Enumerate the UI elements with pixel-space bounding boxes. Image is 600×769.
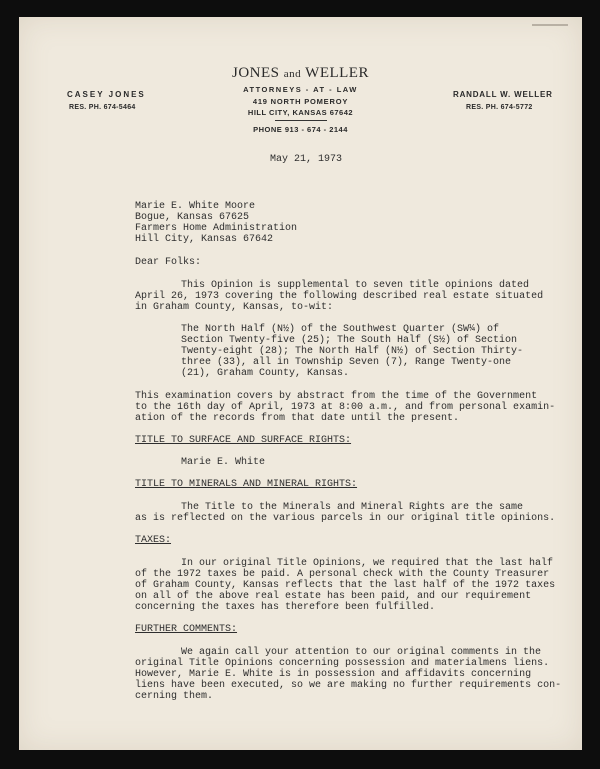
examination-line: This examination covers by abstract from the time of the Government — [135, 391, 538, 402]
intro-line: April 26, 1973 covering the following described real estate situated — [135, 291, 544, 302]
firm-name-part1: JONES — [232, 65, 280, 81]
letterhead-rule — [275, 120, 327, 121]
intro-line: This Opinion is supplemental to seven title opinions dated — [181, 280, 530, 291]
examination-line: ation of the records from that date until the present. — [135, 413, 460, 424]
section-heading-further: FURTHER COMMENTS: — [135, 624, 238, 635]
further-line: liens have been executed, so we are making no further requirements con- — [135, 680, 562, 691]
surface-owner: Marie E. White — [181, 457, 266, 468]
further-line: original Title Opinions concerning possession and materialmens liens. — [135, 658, 550, 669]
letter-page — [19, 17, 582, 750]
minerals-line: as is reflected on the various parcels in our original title opinions. — [135, 513, 556, 524]
taxes-line: concerning the taxes has therefore been fulfilled. — [135, 602, 436, 613]
firm-name — [19, 65, 582, 82]
recipient-line: Hill City, Kansas 67642 — [135, 234, 274, 245]
taxes-line: In our original Title Opinions, we required that the last half — [181, 558, 554, 569]
legal-description-line: (21), Graham County, Kansas. — [181, 368, 350, 379]
further-line: cerning them. — [135, 691, 214, 702]
further-line: We again call your attention to our original comments in the — [181, 647, 542, 658]
firm-title: ATTORNEYS - AT - LAW — [243, 85, 358, 94]
letter-date: May 21, 1973 — [270, 154, 343, 165]
left-partner-phone: RES. PH. 674-5464 — [69, 104, 136, 111]
taxes-line: of Graham County, Kansas reflects that the last half of the 1972 taxes — [135, 580, 556, 591]
further-line: However, Marie E. White is in possession and affidavits concerning — [135, 669, 532, 680]
legal-description-line: The North Half (N½) of the Southwest Quarter (SW¼) of — [181, 324, 500, 335]
recipient-line: Marie E. White Moore — [135, 201, 256, 212]
firm-phone: PHONE 913 - 674 - 2144 — [253, 125, 348, 134]
examination-line: to the 16th day of April, 1973 at 8:00 a.m., and from personal examin- — [135, 402, 556, 413]
intro-line: in Graham County, Kansas, to-wit: — [135, 302, 334, 313]
section-heading-minerals: TITLE TO MINERALS AND MINERAL RIGHTS: — [135, 479, 358, 490]
legal-description-line: three (33), all in Township Seven (7), Range Twenty-one — [181, 357, 512, 368]
recipient-line: Farmers Home Administration — [135, 223, 298, 234]
paper-mark — [532, 24, 568, 26]
section-heading-surface: TITLE TO SURFACE AND SURFACE RIGHTS: — [135, 435, 352, 446]
taxes-line: of the 1972 taxes be paid. A personal check with the County Treasurer — [135, 569, 550, 580]
legal-description-line: Section Twenty-five (25); The South Half (S½) of Section — [181, 335, 518, 346]
right-partner-phone: RES. PH. 674-5772 — [466, 104, 533, 111]
left-partner-name: CASEY JONES — [67, 90, 146, 99]
recipient-line: Bogue, Kansas 67625 — [135, 212, 250, 223]
firm-street: 419 NORTH POMEROY — [252, 97, 349, 106]
firm-name-part2: WELLER — [305, 65, 369, 81]
taxes-line: on all of the above real estate has been paid, and our requirement — [135, 591, 532, 602]
section-heading-taxes: TAXES: — [135, 535, 172, 546]
firm-city: HILL CITY, KANSAS 67642 — [247, 108, 354, 117]
legal-description-line: Twenty-eight (28); The North Half (N½) of Section Thirty- — [181, 346, 524, 357]
firm-name-and: and — [283, 68, 302, 80]
minerals-line: The Title to the Minerals and Mineral Rights are the same — [181, 502, 524, 513]
salutation: Dear Folks: — [135, 257, 202, 268]
right-partner-name: RANDALL W. WELLER — [453, 90, 553, 99]
